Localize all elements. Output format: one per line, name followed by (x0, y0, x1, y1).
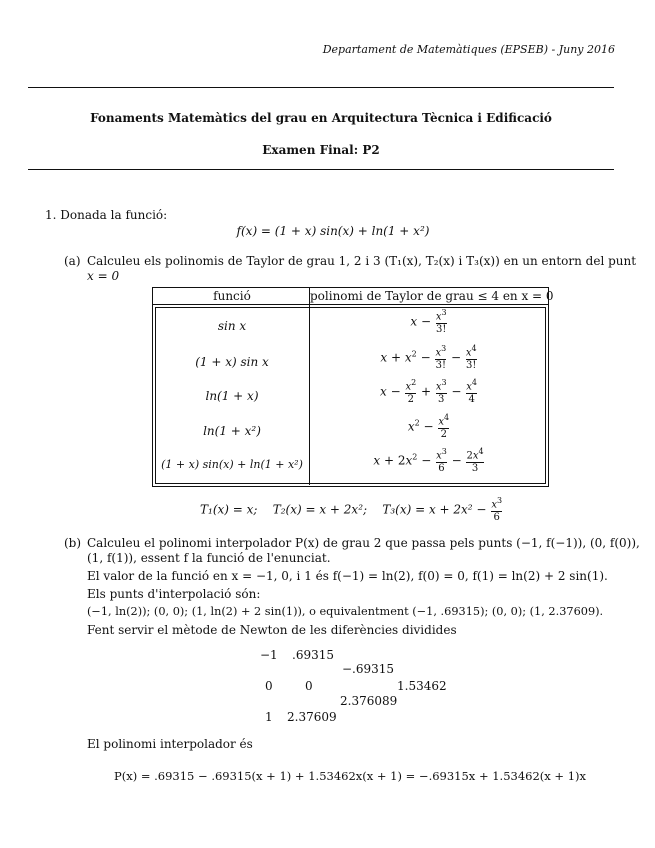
dd-y0: .69315 (292, 648, 334, 662)
t3-formula: T₃(x) = x + 2x² − (382, 502, 487, 517)
dd-d12: 2.376089 (340, 694, 398, 708)
table-row-function: (1 + x) sin x (195, 355, 269, 369)
t2-formula: T₂(x) = x + 2x²; (272, 502, 368, 517)
dd-x2: 1 (265, 710, 273, 724)
table-row-polynomial: x − $\frac{x^2}{2}$ + $\frac{x^3}{3}$ − $\frac{x^4}{4}$ (379, 378, 478, 405)
newton-method-text: Fent servir el mètode de Newton de les diferències dividides (87, 623, 457, 637)
part-b-label: (b) (64, 536, 82, 550)
part-b-text-1: Calculeu el polinomi interpolador P(x) de grau 2 que passa pels punts (−1, f(−1)), (0, f(0)), (87, 536, 640, 550)
interpolating-polynomial-formula: P(x) = .69315 − .69315(x + 1) + 1.53462x(x + 1) = −.69315x + 1.53462(x + 1)x (113, 769, 587, 783)
part-a-text-1: Calculeu els polinomis de Taylor de grau 1, 2 i 3 (T₁(x), T₂(x) i T₃(x)) en un entorn del punt (87, 254, 637, 268)
table-header-polynomial: polinomi de Taylor de grau ≤ 4 en x = 0 (310, 289, 554, 303)
dd-x1: 0 (265, 679, 273, 693)
table-row-function: ln(1 + x) (205, 389, 259, 403)
table-row-polynomial: $x^2$ − $\frac{x^4}{2}$ (407, 413, 450, 440)
interpolation-points: (−1, ln(2)); (0, 0); (1, ln(2) + 2 sin(1)), o equivalentment (−1, .69315); (0, 0); (1, 2.37609). (87, 605, 604, 618)
dd-d01: −.69315 (342, 662, 395, 676)
taylor-summary: T₁(x) = x; T₂(x) = x + 2x²; T₃(x) = x + 2x² − $\frac{x^3}{6}$ (200, 496, 503, 523)
title-bottom-rule (28, 169, 614, 170)
table-row-polynomial: $x + x^2$ − $\frac{x^3}{3!}$ − $\frac{x^4}{3!}$ (380, 344, 477, 371)
table-row-polynomial: x − $\frac{x^3}{3!}$ (410, 308, 447, 335)
dd-y1: 0 (305, 679, 313, 693)
dd-x0: −1 (260, 648, 278, 662)
t1-formula: T₁(x) = x; (200, 502, 258, 517)
table-row-function: ln(1 + x²) (203, 424, 261, 438)
table-row-polynomial: $x + 2x^2$ − $\frac{x^3}{6}$ − $\frac{2x^4}{3}$ (373, 447, 484, 474)
table-row-function: (1 + x) sin(x) + ln(1 + x²) (161, 458, 303, 471)
top-rule (28, 87, 614, 88)
question-1-intro: 1. Donada la funció: (45, 208, 168, 222)
part-b-text-2: (1, f(1)), essent f la funció de l'enunciat. (87, 551, 331, 565)
part-a-text-2: x = 0 (87, 269, 120, 283)
function-definition: f(x) = (1 + x) sin(x) + ln(1 + x²) (236, 224, 430, 238)
table-header-function: funció (213, 289, 251, 303)
interpolating-polynomial-label: El polinomi interpolador és (87, 737, 253, 751)
header-department: Departament de Matemàtiques (EPSEB) - Juny 2016 (322, 43, 615, 56)
part-a-label: (a) (64, 254, 81, 268)
function-values: El valor de la funció en x = −1, 0, i 1 és f(−1) = ln(2), f(0) = 0, f(1) = ln(2) + 2 sin(1). (87, 569, 608, 583)
dd-d012: 1.53462 (397, 679, 447, 693)
table-header-divider (152, 304, 549, 305)
exam-title: Examen Final: P2 (262, 143, 380, 157)
table-row-function: sin x (217, 319, 247, 333)
course-title: Fonaments Matemàtics del grau en Arquitectura Tècnica i Edificació (90, 111, 552, 125)
interpolation-points-label: Els punts d'interpolació són: (87, 587, 261, 601)
dd-y2: 2.37609 (287, 710, 337, 724)
